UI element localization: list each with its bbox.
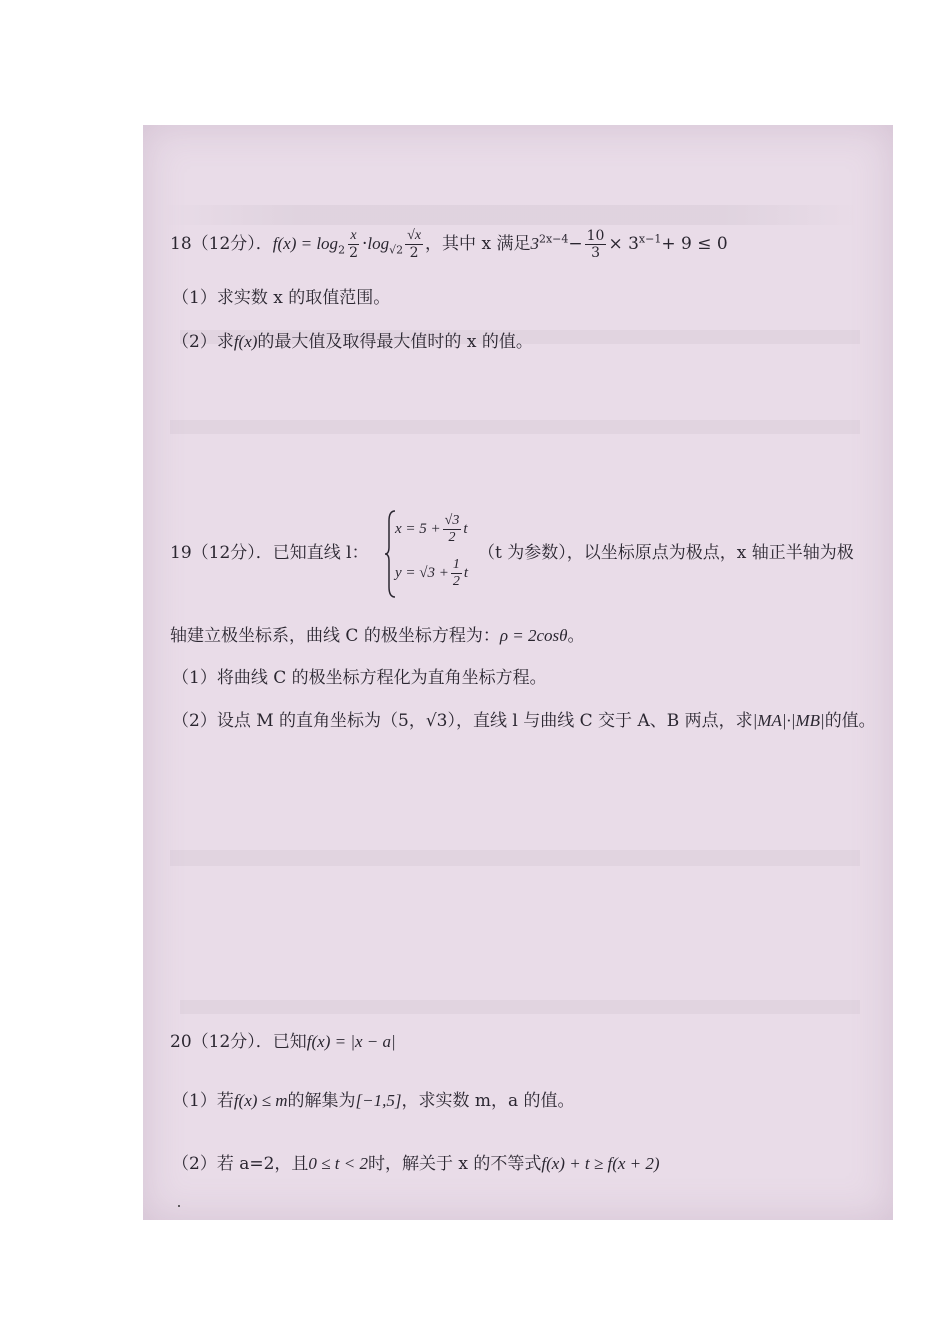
bleed-through-shadow [160,205,860,225]
question-19-head: 19（12分）．已知直线 l： [170,543,369,563]
question-19-line-2: 轴建立极坐标系，曲线 C 的极坐标方程为：ρ = 2cosθ。 [170,626,585,646]
parametric-system [385,509,469,599]
question-18-part-2: （2）求f(x)的最大值及取得最大值时的 x 的值。 [172,332,533,352]
bleed-through-shadow [170,850,860,866]
question-18-stem: 18（12分）．$f(x) = \log_2$ $\frac{x}{2}$ $\cdot\log_{√2}$ $\frac{√x}{2}$ ，其中 x 满足$3^{2x-4}-$ $\frac{10}{3}$ × $3^{x-1}+ 9 \le 0$ [170,228,728,262]
question-19-param-note: （t 为参数），以坐标原点为极点，x 轴正半轴为极 [478,543,854,563]
question-18-part-1: （1）求实数 x 的取值范围。 [172,288,391,308]
stray-dot [178,1205,180,1207]
question-19-part-1: （1）将曲线 C 的极坐标方程化为直角坐标方程。 [172,668,547,688]
question-19-part-2: （2）设点 M 的直角坐标为（5，√3），直线 l 与曲线 C 交于 A、B 两点，求|MA|·|MB|的值。 [172,711,876,731]
bleed-through-shadow [170,420,860,434]
question-20-stem: 20（12分）．已知f(x) = |x − a| [170,1032,396,1052]
parametric-eq-y: y = √3 + $\frac{1}{2}$ t [395,557,469,590]
parametric-eq-x: x = 5 + $\frac{√3}{2}$ t [395,513,468,546]
question-20-part-1: （1）若f(x) ≤ m的解集为[−1,5]，求实数 m，a 的值。 [172,1091,575,1111]
question-20-part-2: （2）若 a=2，且0 ≤ t < 2时，解关于 x 的不等式f(x) + t ≥ f(x + 2) [172,1154,660,1174]
bleed-through-shadow [180,1000,860,1014]
